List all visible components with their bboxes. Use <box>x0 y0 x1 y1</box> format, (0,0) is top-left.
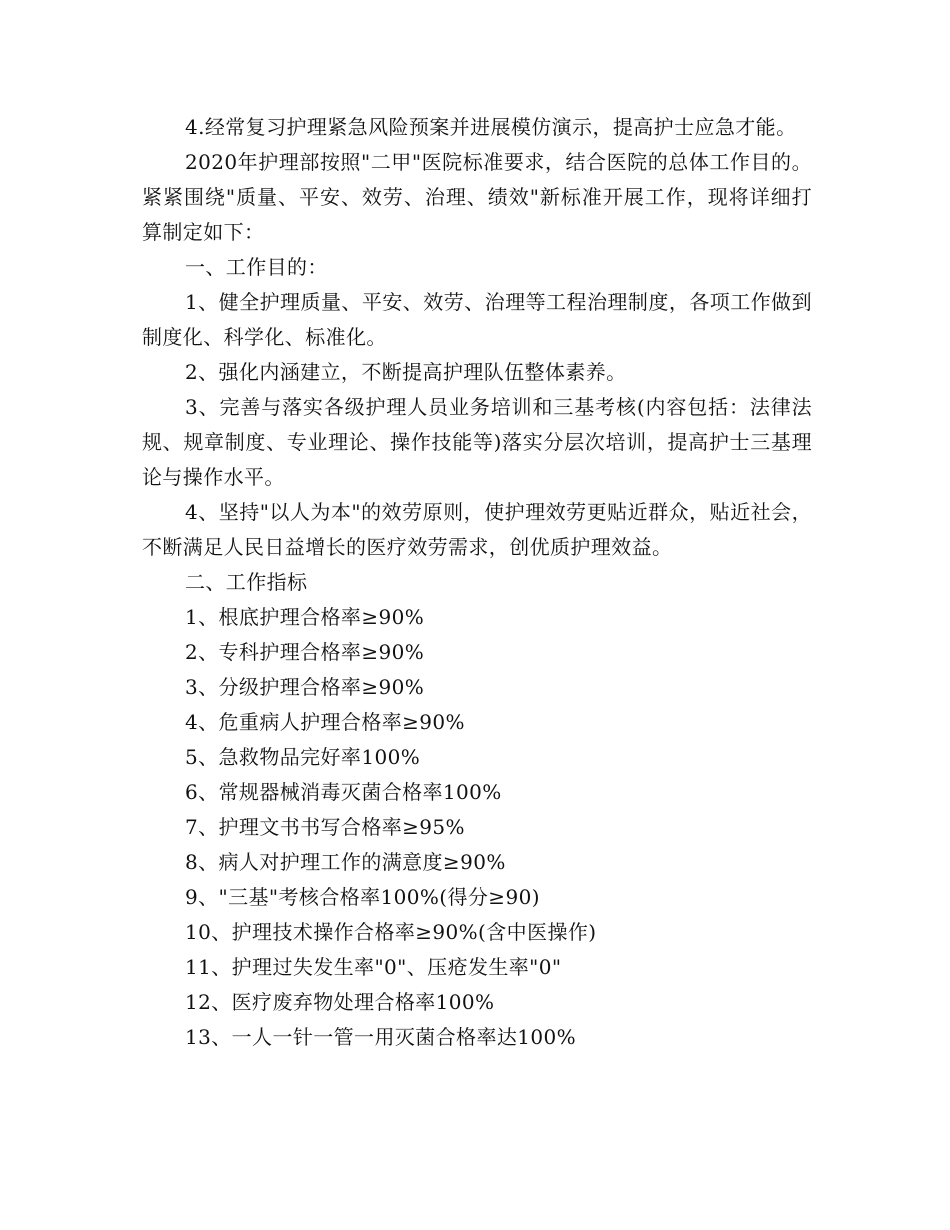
section-heading-goals: 一、工作目的： <box>185 255 328 279</box>
indicator-item: 10、护理技术操作合格率≥90%(含中医操作) <box>185 920 597 944</box>
indicator-item: 2、专科护理合格率≥90% <box>185 640 425 664</box>
goal-item-1: 1、健全护理质量、平安、效劳、治理等工程治理制度，各项工作做到制度化、科学化、标准化。 <box>142 290 812 349</box>
indicator-item: 5、急救物品完好率100% <box>185 745 421 769</box>
indicator-item: 3、分级护理合格率≥90% <box>185 675 425 699</box>
goal-item-4: 4、坚持"以人为本"的效劳原则，使护理效劳更贴近群众，贴近社会，不断满足人民日益增长的医疗效劳需求，创优质护理效益。 <box>142 500 812 559</box>
indicator-item: 8、病人对护理工作的满意度≥90% <box>185 850 506 874</box>
goal-item-2: 2、强化内涵建立，不断提高护理队伍整体素养。 <box>185 360 627 384</box>
indicator-item: 9、"三基"考核合格率100%(得分≥90) <box>185 885 540 909</box>
indicator-item: 6、常规器械消毒灭菌合格率100% <box>185 780 502 804</box>
indicator-item: 11、护理过失发生率"0"、压疮发生率"0" <box>185 955 562 979</box>
paragraph-emergency-drill: 4.经常复习护理紧急风险预案并进展模仿演示，提高护士应急才能。 <box>185 115 797 139</box>
indicator-list <box>142 600 812 1055</box>
indicator-item: 12、医疗废弃物处理合格率100% <box>185 990 495 1014</box>
document-page <box>142 110 812 1055</box>
indicator-item: 13、一人一针一管一用灭菌合格率达100% <box>185 1025 577 1049</box>
section-heading-indicators: 二、工作指标 <box>185 570 308 594</box>
indicator-item: 1、根底护理合格率≥90% <box>185 605 425 629</box>
paragraph-intro: 2020年护理部按照"二甲"医院标准要求，结合医院的总体工作目的。紧紧围绕"质量、平安、效劳、治理、绩效"新标准开展工作，现将详细打算制定如下： <box>142 150 812 244</box>
indicator-item: 4、危重病人护理合格率≥90% <box>185 710 465 734</box>
goal-item-3: 3、完善与落实各级护理人员业务培训和三基考核(内容包括：法律法规、规章制度、专业理论、操作技能等)落实分层次培训，提高护士三基理论与操作水平。 <box>142 395 812 489</box>
indicator-item: 7、护理文书书写合格率≥95% <box>185 815 465 839</box>
